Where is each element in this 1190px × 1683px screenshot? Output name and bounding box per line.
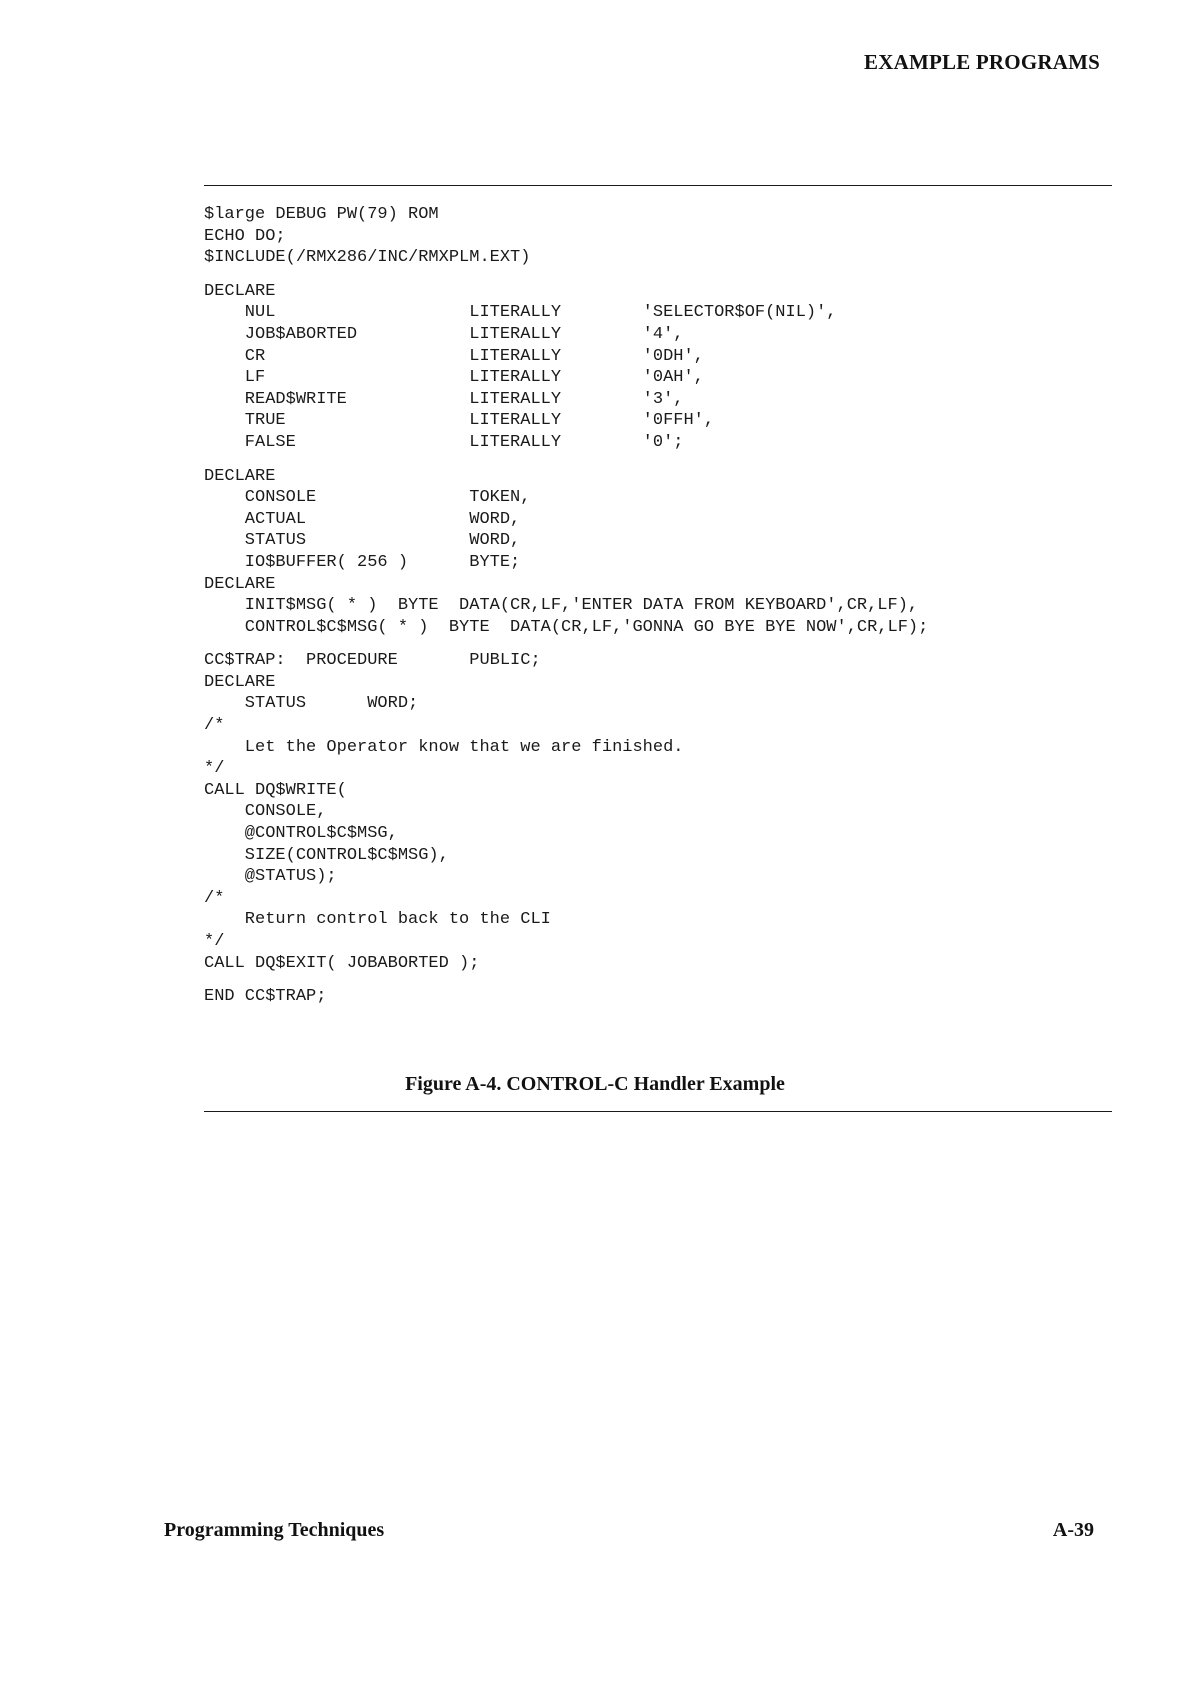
code-line: READ$WRITE LITERALLY '3', (204, 389, 684, 409)
code-block-gap (204, 638, 928, 650)
code-line: */ (204, 932, 225, 951)
code-line: FALSE LITERALLY '0'; (204, 432, 684, 452)
code-line: END CC$TRAP; (204, 987, 327, 1007)
code-line: CONSOLE TOKEN, (204, 488, 531, 508)
footer-page-number: A-39 (1052, 1519, 1094, 1541)
code-line: ECHO DO; (204, 226, 286, 246)
code-line: CALL DQ$EXIT( JOBABORTED ); (204, 953, 480, 973)
code-line: CALL DQ$WRITE( (204, 780, 347, 800)
code-block-gap (204, 974, 928, 986)
code-line: Return control back to the CLI (204, 910, 551, 930)
running-head-title: EXAMPLE PROGRAMS (864, 50, 1100, 74)
code-block-gap (204, 269, 928, 281)
code-line: TRUE LITERALLY '0FFH', (204, 411, 715, 431)
code-block-gap (204, 454, 928, 466)
code-line: CONSOLE, (204, 802, 327, 822)
figure-caption: Figure A-4. CONTROL-C Handler Example (405, 1073, 785, 1095)
code-line: LF LITERALLY '0AH', (204, 368, 704, 388)
code-line: Let the Operator know that we are finished. (204, 737, 684, 757)
figure-top-rule (204, 185, 1112, 186)
code-line: $INCLUDE(/RMX286/INC/RMXPLM.EXT) (204, 248, 531, 268)
code-line: SIZE(CONTROL$C$MSG), (204, 845, 449, 865)
code-line: CONTROL$C$MSG( * ) BYTE DATA(CR,LF,'GONNA GO BYE BYE NOW',CR,LF); (204, 617, 929, 637)
code-line: JOB$ABORTED LITERALLY '4', (204, 324, 684, 344)
code-line: DECLARE (204, 574, 276, 594)
code-line: DECLARE (204, 672, 276, 692)
code-line: CC$TRAP: PROCEDURE PUBLIC; (204, 651, 541, 671)
code-line: /* (204, 888, 225, 908)
code-line: DECLARE (204, 466, 276, 486)
code-line: @CONTROL$C$MSG, (204, 824, 398, 844)
code-line: @STATUS); (204, 867, 337, 887)
figure-bottom-rule (204, 1111, 1112, 1112)
footer-section-title: Programming Techniques (164, 1519, 385, 1541)
code-line: DECLARE (204, 281, 276, 301)
code-listing (204, 204, 928, 1008)
code-line: STATUS WORD, (204, 531, 521, 551)
code-line: $large DEBUG PW(79) ROM (204, 205, 439, 224)
code-line: IO$BUFFER( 256 ) BYTE; (204, 552, 521, 572)
code-line: STATUS WORD; (204, 694, 419, 714)
code-line: */ (204, 759, 225, 779)
code-line: /* (204, 716, 225, 736)
code-line: NUL LITERALLY 'SELECTOR$OF(NIL)', (204, 303, 837, 323)
code-line: CR LITERALLY '0DH', (204, 346, 704, 366)
code-line: INIT$MSG( * ) BYTE DATA(CR,LF,'ENTER DATA FROM KEYBOARD',CR,LF), (204, 596, 919, 616)
code-line: ACTUAL WORD, (204, 509, 521, 529)
